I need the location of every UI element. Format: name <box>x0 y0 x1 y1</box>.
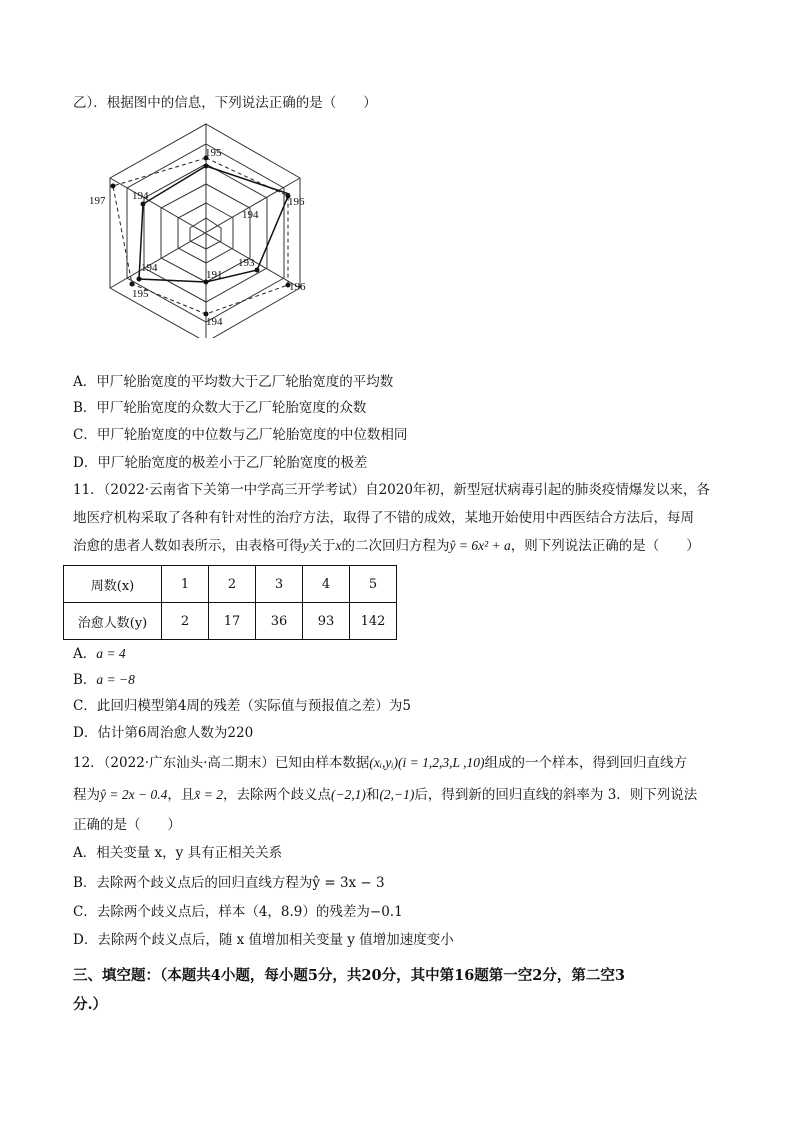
table-cell: 5 <box>350 566 397 603</box>
table-row-y <box>64 603 397 640</box>
q12-option-a: A．相关变量 x，y 具有正相关关系 <box>73 845 283 861</box>
label-a2: 196 <box>288 196 305 208</box>
q11-line-3 <box>73 537 700 555</box>
point-a6 <box>111 184 116 189</box>
q11-line-3e: 的二次回归方程为 <box>341 538 450 554</box>
q11-option-b: B．a = −8 <box>73 672 135 688</box>
table-cell: 142 <box>350 603 397 640</box>
q11-var-y: y <box>302 538 309 553</box>
table-row-x <box>64 566 397 603</box>
q11-line-3a: 治愈的患者人数如表所示，由表格可得 <box>73 538 303 554</box>
table-cell: 2 <box>209 566 256 603</box>
q12-option-b: B．去除两个歧义点后的回归直线方程为ŷ = 3x − 3 <box>73 875 385 891</box>
table-cell: 93 <box>303 603 350 640</box>
point-b5 <box>137 277 142 282</box>
q11-line-1: 11．（2022·云南省下关第一中学高三开学考试）自2020年初，新型冠状病毒引起的肺炎疫情爆发以来，各 <box>73 482 710 498</box>
label-a4: 194 <box>206 316 223 328</box>
label-b5: 194 <box>141 262 158 274</box>
q10-option-a: A．甲厂轮胎宽度的平均数大于乙厂轮胎宽度的平均数 <box>73 374 394 390</box>
q10-option-c: C．甲厂轮胎宽度的中位数与乙厂轮胎宽度的中位数相同 <box>73 427 408 443</box>
q11-option-c: C．此回归模型第4周的残差（实际值与预报值之差）为5 <box>73 698 412 714</box>
label-a1: 195 <box>205 147 222 159</box>
label-b3: 193 <box>238 257 255 269</box>
q12-line-3: 正确的是（ ） <box>73 817 181 833</box>
q11-option-d: D．估计第6周治愈人数为220 <box>73 725 254 741</box>
label-a3: 196 <box>289 281 306 293</box>
q10-option-b: B．甲厂轮胎宽度的众数大于乙厂轮胎宽度的众数 <box>73 400 367 416</box>
q11-data-table <box>63 565 397 640</box>
section-3-heading-cont: 分.） <box>73 996 108 1013</box>
section-3-heading: 三、填空题：（本题共4小题，每小题5分，共20分，其中第16题第一空2分，第二空3 <box>73 967 625 984</box>
point-b3 <box>255 268 260 273</box>
point-b1 <box>204 164 209 169</box>
q11-line-3c: 关于 <box>308 538 336 554</box>
table-cell: 36 <box>256 603 303 640</box>
q11-option-a: A．a = 4 <box>73 646 126 662</box>
q12-option-d: D．去除两个歧义点后，随 x 值增加相关变量 y 值增加速度变小 <box>73 932 454 948</box>
q12-line-1: 12．（2022·广东汕头·高二期末）已知由样本数据(xᵢ,yᵢ)(i = 1,2,3,L ,10)组成的一个样本，得到回归直线方 <box>73 755 687 771</box>
table-cell: 17 <box>209 603 256 640</box>
q11-equation: ŷ = 6x² + a <box>449 538 511 553</box>
table-head-y: 治愈人数(y) <box>64 603 162 640</box>
q12-line-2: 程为ŷ = 2x − 0.4，且x̄ = 2，去除两个歧义点(−2,1)和(2,−1)后，得到新的回归直线的斜率为 3．则下列说法 <box>73 787 698 803</box>
table-cell: 1 <box>162 566 209 603</box>
q11-line-3f: ，则下列说法正确的是（ ） <box>510 538 700 554</box>
label-b6: 194 <box>132 190 149 202</box>
q11-line-2: 地医疗机构采取了各种有针对性的治疗方法，取得了不错的成效，某地开始使用中西医结合方法后，每周 <box>73 510 694 526</box>
table-cell: 4 <box>303 566 350 603</box>
radar-chart <box>80 118 320 338</box>
point-a5 <box>130 282 135 287</box>
table-cell: 3 <box>256 566 303 603</box>
point-b6 <box>141 202 146 207</box>
label-a5: 195 <box>132 288 149 300</box>
q10-option-d: D．甲厂轮胎宽度的极差小于乙厂轮胎宽度的极差 <box>73 455 368 471</box>
label-b4: 191 <box>206 269 223 281</box>
label-b2: 194 <box>242 209 259 221</box>
table-head-x: 周数(x) <box>64 566 162 603</box>
label-a6: 197 <box>89 195 106 207</box>
intro-text: 乙）．根据图中的信息，下列说法正确的是（ ） <box>73 95 377 111</box>
table-cell: 2 <box>162 603 209 640</box>
q12-option-c: C．去除两个歧义点后，样本（4，8.9）的残差为−0.1 <box>73 904 403 920</box>
q11-var-x: x <box>335 538 342 553</box>
